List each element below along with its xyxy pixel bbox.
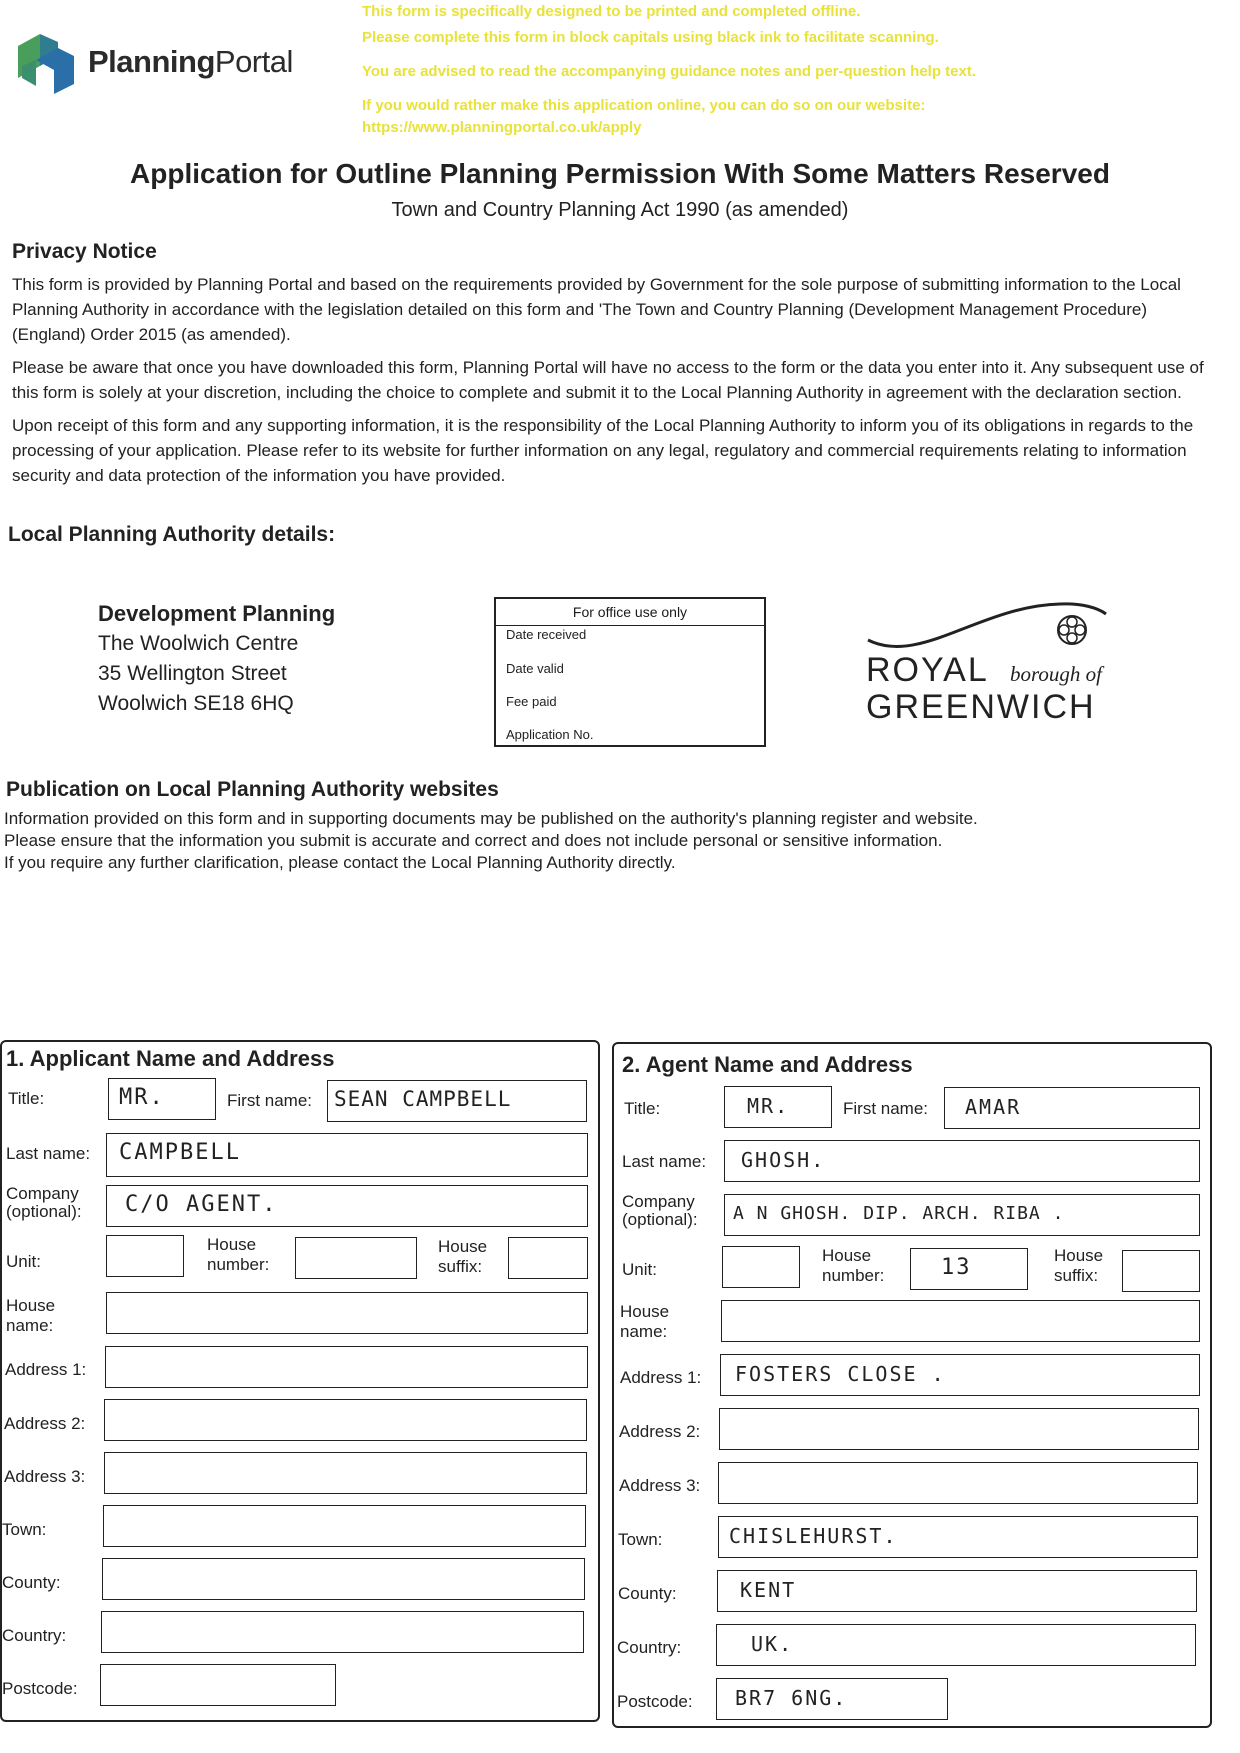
agent-country-value: UK. [751,1632,794,1656]
applicant-last-name-value: CAMPBELL [119,1140,241,1165]
agent-house-number-label-2: number: [822,1266,885,1285]
office-use-box [494,597,766,747]
applicant-address3-label: Address 3: [4,1467,86,1486]
applicant-county-field[interactable] [102,1558,585,1600]
applicant-first-name-label: First name: [227,1091,313,1110]
royal-greenwich-logo [860,596,1130,726]
agent-company-label-1: Company [622,1192,695,1211]
applicant-company-label-1: Company [6,1184,79,1203]
applicant-last-name-field[interactable] [106,1133,588,1177]
agent-company-value: A N GHOSH. DIP. ARCH. RIBA . [733,1203,1065,1224]
agent-unit-label: Unit: [622,1260,657,1279]
note-guidance: You are advised to read the accompanying guidance notes and per-question help text. [362,63,977,80]
agent-house-number-label-1: House [822,1246,872,1265]
agent-house-suffix-label-1: House [1054,1246,1104,1265]
agent-town-value: CHISLEHURST. [729,1524,898,1548]
applicant-title-value: MR. [119,1085,165,1110]
agent-address2-field[interactable] [719,1408,1199,1450]
agent-address1-label: Address 1: [620,1368,702,1387]
agent-last-name-value: GHOSH. [741,1148,826,1172]
applicant-address3-field[interactable] [104,1452,587,1494]
applicant-postcode-field[interactable] [100,1664,336,1706]
applicant-country-label: Country: [2,1626,67,1645]
lpa-address-line-1: The Woolwich Centre [98,632,299,655]
office-application-no: Application No. [506,727,594,742]
applicant-section [0,1040,600,1722]
note-url[interactable]: https://www.planningportal.co.uk/apply [362,119,642,136]
agent-postcode-value: BR7 6NG. [735,1686,848,1710]
applicant-house-suffix-label-1: House [438,1237,488,1256]
agent-unit-field[interactable] [722,1246,800,1288]
agent-company-field[interactable] [724,1194,1200,1236]
applicant-title-field[interactable] [108,1078,216,1120]
applicant-county-label: County: [2,1573,61,1592]
publication-line-1: Information provided on this form and in supporting documents may be published on the authority's planning register and website. [4,809,978,828]
applicant-last-name-label: Last name: [6,1144,91,1163]
applicant-title-label: Title: [8,1089,45,1108]
note-block-capitals: Please complete this form in block capitals using black ink to facilitate scanning. [362,29,939,46]
greenwich-royal-text: ROYAL [866,651,989,689]
applicant-company-value: C/O AGENT. [125,1192,278,1217]
applicant-house-suffix-label-2: suffix: [438,1257,483,1276]
agent-title-label: Title: [624,1099,661,1118]
agent-county-field[interactable] [717,1570,1197,1612]
agent-last-name-label: Last name: [622,1152,707,1171]
office-fee-paid: Fee paid [506,694,557,709]
planning-portal-logo-icon [14,26,78,98]
note-print-offline: This form is specifically designed to be printed and completed offline. [362,3,861,20]
applicant-house-number-label-1: House [207,1235,257,1254]
planning-portal-logo-text: PlanningPortal [88,44,293,79]
applicant-town-field[interactable] [103,1505,586,1547]
publication-line-3: If you require any further clarification, please contact the Local Planning Authority directly. [4,853,676,872]
agent-county-value: KENT [740,1578,797,1602]
agent-heading: 2. Agent Name and Address [622,1052,913,1077]
applicant-heading: 1. Applicant Name and Address [6,1046,335,1071]
applicant-house-name-label-2: name: [6,1316,54,1335]
applicant-address1-label: Address 1: [5,1360,87,1379]
applicant-company-field[interactable] [106,1185,588,1227]
office-date-received: Date received [506,627,587,642]
applicant-house-name-field[interactable] [106,1292,588,1334]
applicant-address2-label: Address 2: [4,1414,86,1433]
note-online: If you would rather make this application online, you can do so on our website: [362,97,926,114]
agent-town-field[interactable] [718,1516,1198,1558]
agent-town-label: Town: [618,1530,663,1549]
greenwich-name-text: GREENWICH [866,688,1096,726]
agent-house-number-value: 13 [941,1255,972,1280]
agent-house-name-field[interactable] [721,1300,1200,1342]
agent-address1-value: FOSTERS CLOSE . [735,1362,946,1386]
publication-line-2: Please ensure that the information you submit is accurate and correct and does not include personal or sensitive information. [4,831,943,850]
applicant-country-field[interactable] [101,1611,584,1653]
office-date-valid: Date valid [506,661,564,676]
agent-house-name-label-2: name: [620,1322,668,1341]
agent-postcode-field[interactable] [716,1678,948,1720]
agent-first-name-value: AMAR [965,1095,1022,1119]
agent-address2-label: Address 2: [619,1422,701,1441]
agent-address3-field[interactable] [718,1462,1198,1504]
agent-address1-field[interactable] [720,1354,1200,1396]
office-use-heading: For office use only [496,599,764,626]
publication-text [4,808,1224,874]
agent-house-suffix-field[interactable] [1122,1250,1200,1292]
lpa-name: Development Planning [98,601,336,626]
privacy-paragraph-1: This form is provided by Planning Portal and based on the requirements provided by Government for the sole purpose of submitting information to the Local Planning Authority in accordance with the legislation detailed on this form and 'The Town and Country Planning (Development Management Procedure) (England) Order 2015 (as amended). [12,275,1181,344]
lpa-address-line-2: 35 Wellington Street [98,662,287,685]
agent-address3-label: Address 3: [619,1476,701,1495]
publication-heading: Publication on Local Planning Authority websites [6,778,499,801]
applicant-company-label-2: (optional): [6,1202,82,1221]
agent-house-name-label-1: House [620,1302,670,1321]
agent-company-label-2: (optional): [622,1210,698,1229]
privacy-paragraph-2: Please be aware that once you have downloaded this form, Planning Portal will have no access to the form or the data you enter into it. Any subsequent use of this form is solely at your discretion, including the choice to complete and submit it to the Local Planning Authority in agreement with the declaration section. [12,358,1204,402]
agent-last-name-field[interactable] [724,1140,1200,1182]
agent-country-label: Country: [617,1638,682,1657]
page-subtitle: Town and Country Planning Act 1990 (as amended) [391,199,849,221]
lpa-heading: Local Planning Authority details: [8,523,336,546]
applicant-first-name-value: SEAN CAMPBELL [334,1087,512,1111]
agent-section [612,1042,1212,1728]
agent-country-field[interactable] [716,1624,1196,1666]
applicant-unit-label: Unit: [6,1252,41,1271]
applicant-house-suffix-field[interactable] [508,1237,588,1279]
applicant-address2-field[interactable] [104,1399,587,1441]
page-title: Application for Outline Planning Permission With Some Matters Reserved [130,158,1110,189]
agent-title-field[interactable] [724,1086,832,1128]
applicant-first-name-field[interactable] [327,1080,587,1122]
lpa-address-line-3: Woolwich SE18 6HQ [98,692,294,715]
applicant-town-label: Town: [2,1520,47,1539]
agent-house-number-field[interactable] [910,1248,1028,1290]
agent-postcode-label: Postcode: [617,1692,693,1711]
agent-county-label: County: [618,1584,677,1603]
privacy-heading: Privacy Notice [12,240,157,263]
applicant-postcode-label: Postcode: [2,1679,78,1698]
greenwich-borough-text: borough of [1010,662,1102,686]
applicant-house-number-label-2: number: [207,1255,270,1274]
agent-first-name-label: First name: [843,1099,929,1118]
applicant-house-name-label-1: House [6,1296,56,1315]
greenwich-swoosh-icon [860,596,1130,656]
applicant-address1-field[interactable] [105,1346,588,1388]
agent-title-value: MR. [747,1094,790,1118]
applicant-unit-field[interactable] [106,1235,184,1277]
agent-house-suffix-label-2: suffix: [1054,1266,1099,1285]
agent-first-name-field[interactable] [944,1087,1200,1129]
applicant-house-number-field[interactable] [295,1237,417,1279]
privacy-paragraph-3: Upon receipt of this form and any supporting information, it is the responsibility of the Local Planning Authority to inform you of its obligations in regards to the processing of your application. Please refer to its website for further information on any legal, regulatory and commercial requirements relating to information security and data protection of the information you have provided. [12,416,1194,485]
privacy-notice [12,272,1212,496]
